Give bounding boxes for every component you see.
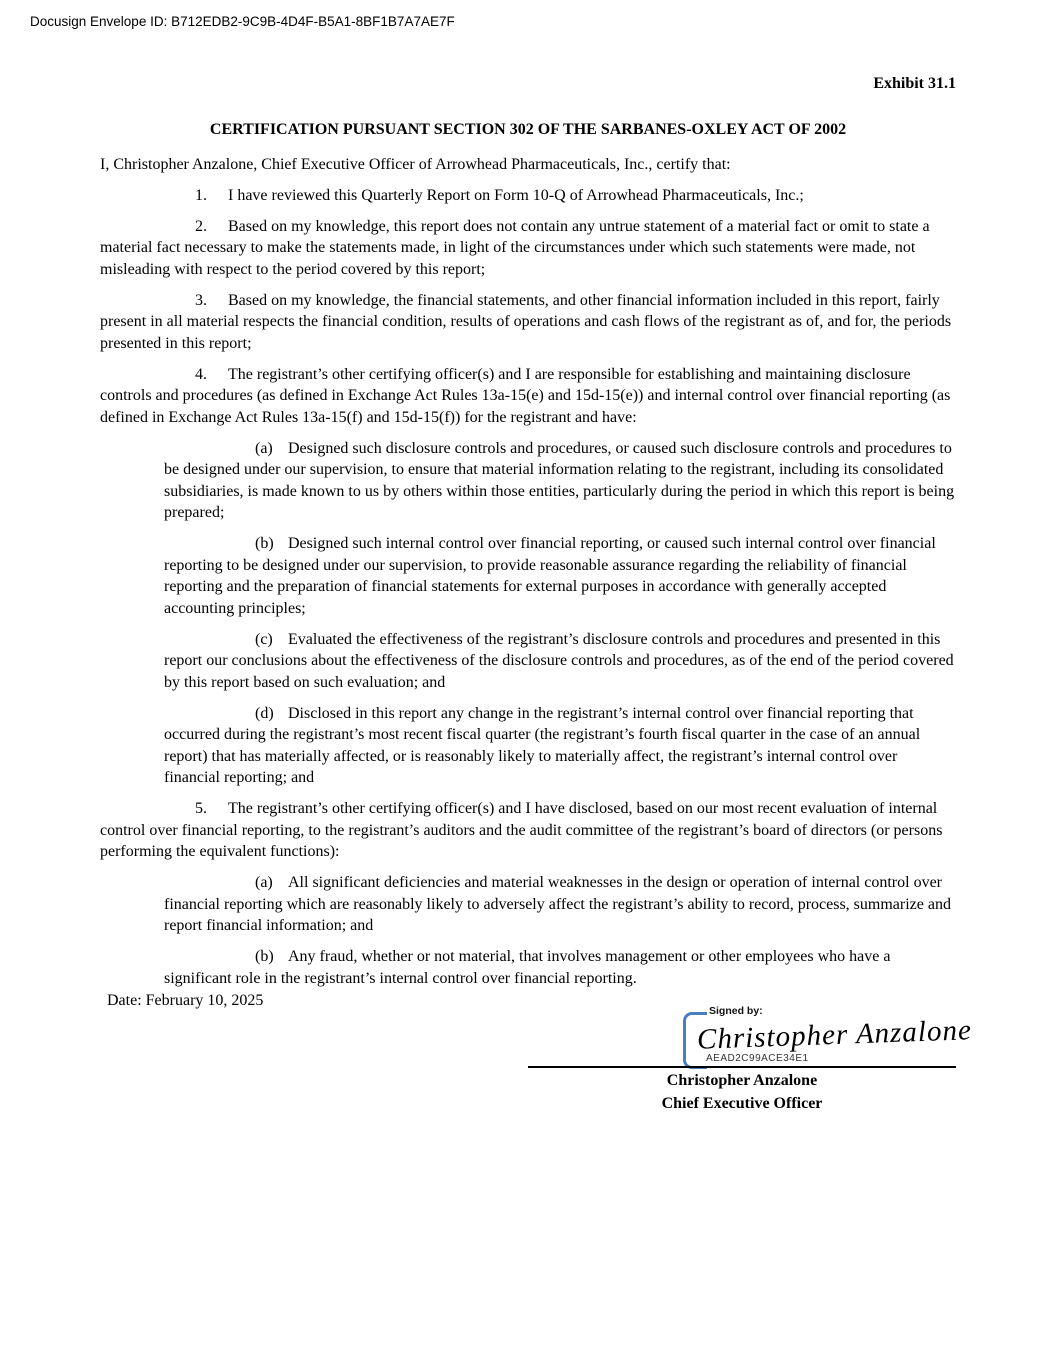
signed-by-label: Signed by:	[709, 1005, 763, 1017]
item-5	[100, 798, 956, 863]
item-2-number: 2.	[195, 217, 207, 235]
item-2-text: Based on my knowledge, this report does not contain any untrue statement of a material fact or omit to state a material fact necessary to make the statements made, in light of the circumstances under which such statements were made, not misleading with respect to the period covered by this report;	[100, 217, 930, 278]
date-line: Date: February 10, 2025	[107, 992, 264, 1009]
docusign-envelope-id: Docusign Envelope ID: B712EDB2-9C9B-4D4F-B5A1-8BF1B7A7AE7F	[30, 14, 455, 29]
item-5b	[164, 946, 956, 989]
item-1	[100, 185, 956, 207]
item-4	[100, 364, 956, 429]
item-4d-text: Disclosed in this report any change in the registrant’s internal control over financial reporting that occurred during the registrant’s most recent fiscal quarter (the registrant’s fourth fiscal quarter in the case of an annual report) that has materially affected, or is reasonably likely to materially affect, the registrant’s internal control over financial reporting; and	[164, 704, 921, 786]
document-body	[100, 119, 956, 999]
item-4a-text: Designed such disclosure controls and procedures, or caused such disclosure controls and procedures to be designed under our supervision, to ensure that material information relating to the registrant, including its consolidated subsidiaries, is made known to us by others within those entities, particularly during the period in which this report is being prepared;	[164, 439, 955, 521]
signer-name: Christopher Anzalone	[666, 1072, 818, 1089]
item-1-text: I have reviewed this Quarterly Report on Form 10-Q of Arrowhead Pharmaceuticals, Inc.;	[228, 186, 804, 204]
item-3-text: Based on my knowledge, the financial statements, and other financial information included in this report, fairly present in all material respects the financial condition, results of operations and cash flows of the registrant as of, and for, the periods presented in this report;	[100, 291, 952, 352]
item-4b-number: (b)	[255, 535, 274, 552]
item-4c-text: Evaluated the effectiveness of the registrant’s disclosure controls and procedures and presented in this report our conclusions about the effectiveness of the disclosure controls and procedures, as of the end of the period covered by this report based on such evaluation; and	[164, 630, 954, 691]
document-title: CERTIFICATION PURSUANT SECTION 302 OF THE SARBANES-OXLEY ACT OF 2002	[209, 121, 847, 138]
item-4b	[164, 533, 956, 619]
signature-handwriting: Christopher Anzalone	[696, 1014, 973, 1056]
signature-line	[528, 1066, 956, 1068]
item-3-number: 3.	[195, 291, 207, 309]
item-4b-text: Designed such internal control over financial reporting, or caused such internal control over financial reporting to be designed under our supervision, to provide reasonable assurance regarding the reliability of financial reporting and the preparation of financial statements for external purposes in accordance with generally accepted accounting principles;	[164, 535, 936, 617]
item-5b-text: Any fraud, whether or not material, that involves management or other employees who have a significant role in the registrant’s internal control over financial reporting.	[164, 948, 891, 987]
signature-id: AEAD2C99ACE34E1	[706, 1053, 809, 1064]
exhibit-label: Exhibit 31.1	[873, 75, 956, 92]
item-5a-text: All significant deficiencies and material weaknesses in the design or operation of internal control over financial reporting which are reasonably likely to adversely affect the registrant’s ability to record, process, summarize and report financial information; and	[164, 874, 951, 934]
item-5a-number: (a)	[255, 874, 273, 891]
item-4c	[164, 629, 956, 694]
item-2	[100, 216, 956, 281]
item-1-number: 1.	[195, 186, 207, 204]
signer-title: Chief Executive Officer	[661, 1095, 823, 1112]
item-4a	[164, 438, 956, 524]
item-4c-number: (c)	[255, 630, 273, 648]
item-5a	[164, 872, 956, 937]
item-4-number: 4.	[195, 365, 207, 383]
item-5-number: 5.	[195, 800, 207, 817]
item-5-text: The registrant’s other certifying officer(s) and I have disclosed, based on our most recent evaluation of internal control over financial reporting, to the registrant’s auditors and the audit committee of the registrant’s board of directors (or persons performing the equivalent functions):	[100, 800, 943, 860]
item-4d	[164, 703, 956, 789]
item-4a-number: (a)	[255, 439, 273, 457]
item-3	[100, 290, 956, 355]
item-4d-number: (d)	[255, 704, 274, 722]
item-5b-number: (b)	[255, 948, 274, 965]
item-4-text: The registrant’s other certifying officer(s) and I are responsible for establishing and maintaining disclosure controls and procedures (as defined in Exchange Act Rules 13a-15(e) and 15d-15(e)) and internal control over financial reporting (as defined in Exchange Act Rules 13a-15(f) and 15d-15(f)) for the registrant and have:	[100, 365, 951, 426]
intro-paragraph: I, Christopher Anzalone, Chief Executive Officer of Arrowhead Pharmaceuticals, Inc., certify that:	[100, 155, 731, 173]
